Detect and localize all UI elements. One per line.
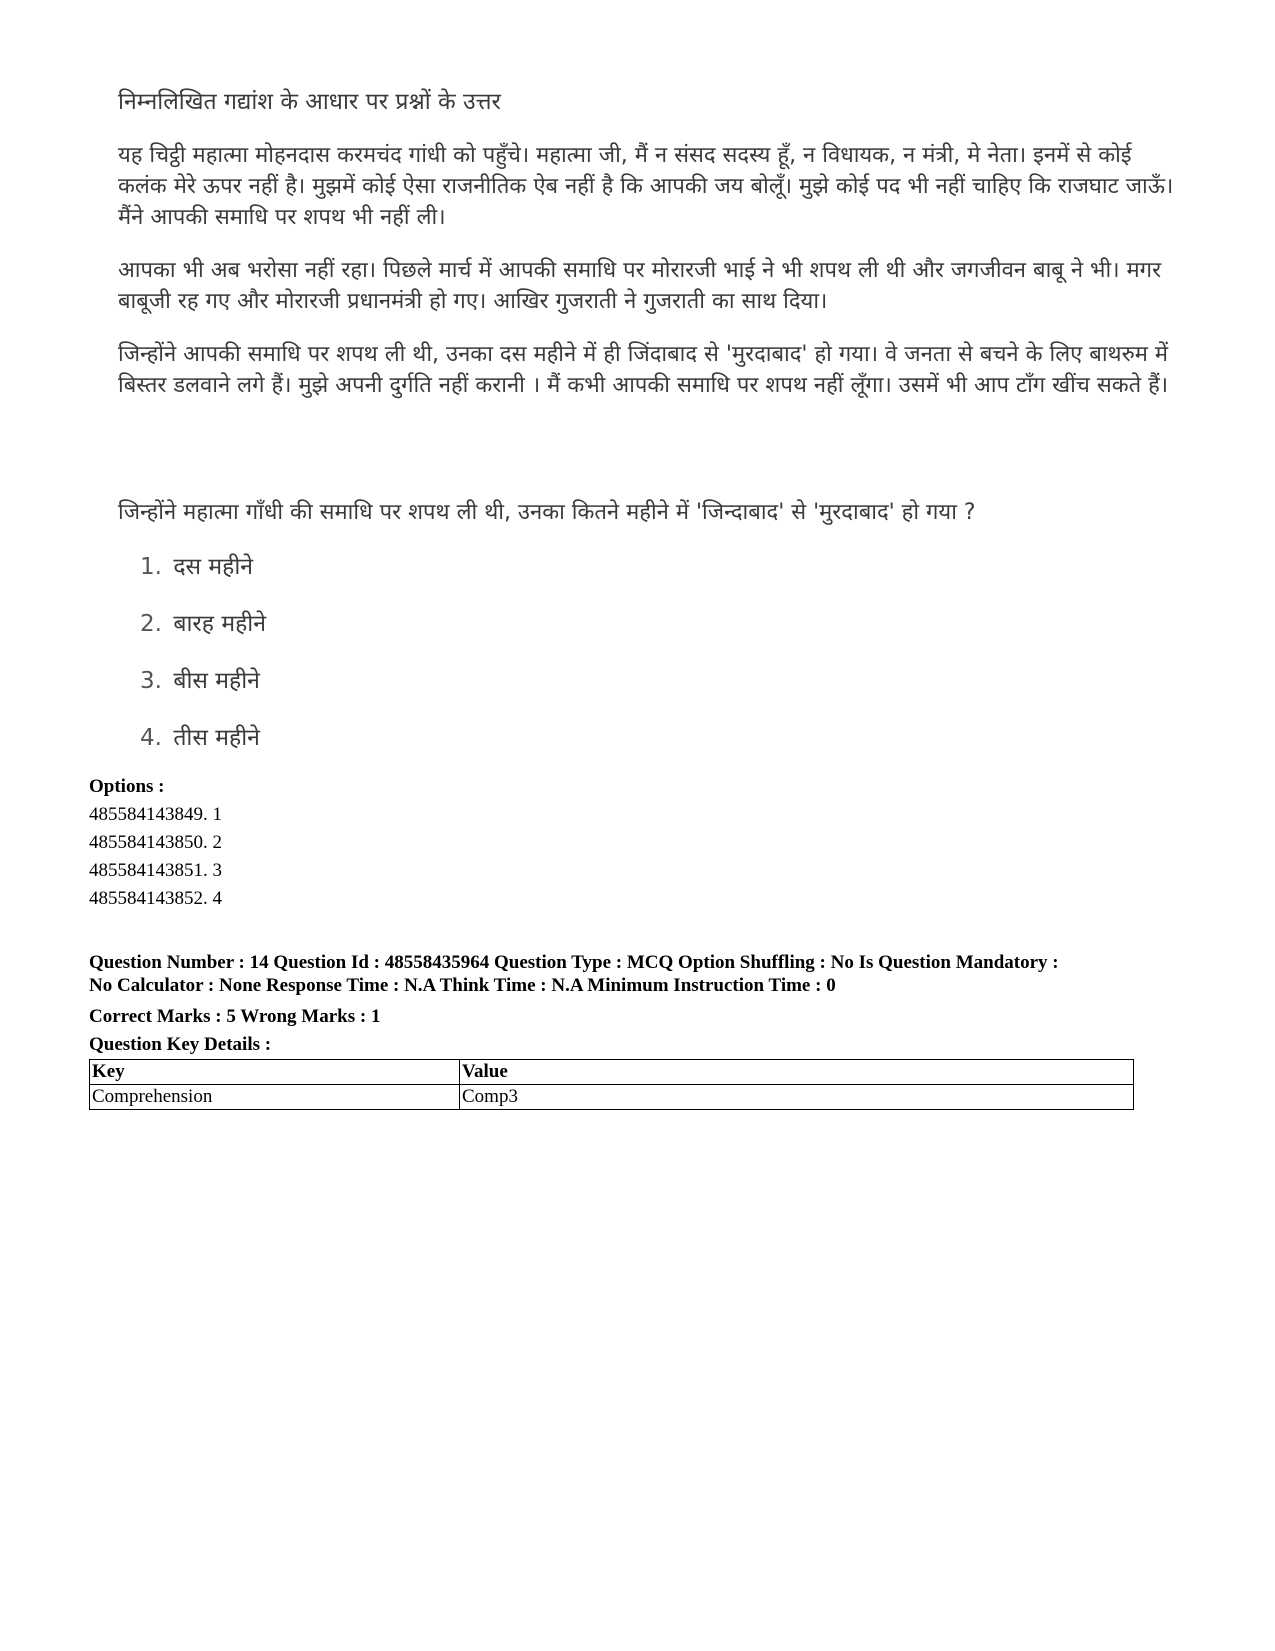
- question-info-line: No Calculator : None Response Time : N.A Think Time : N.A Minimum Instruction Time : 0: [89, 975, 836, 996]
- question-text: जिन्होंने महात्मा गाँधी की समाधि पर शपथ ली थी, उनका कितने महीने में 'जिन्दाबाद' से 'मुरदाबाद' हो गया ?: [118, 500, 976, 525]
- choice-item: [140, 720, 266, 777]
- passage-paragraph: यह चिट्ठी महात्मा मोहनदास करमचंद गांधी को पहुँचे। महात्मा जी, मैं न संसद सदस्य हूँ, न विधायक, न मंत्री, मे नेता। इनमें से कोई कलंक मेरे ऊपर नहीं है। मुझमें कोई ऐसा राजनीतिक ऐब नहीं है कि आपकी जय बोलूँ। मुझे कोई पद भी नहीं चाहिए कि राजघाट जाऊँ। मैंने आपकी समाधि पर शपथ भी नहीं ली।: [118, 143, 1174, 230]
- table-header-row: [90, 1060, 1134, 1085]
- table-header-cell: Value: [460, 1060, 1134, 1085]
- passage-paragraph: आपका भी अब भरोसा नहीं रहा। पिछले मार्च में आपकी समाधि पर मोरारजी भाई ने भी शपथ ली थी और जगजीवन बाबू ने भी। मगर बाबूजी रह गए और मोरारजी प्रधानमंत्री हो गए। आखिर गुजराती ने गुजराती का साथ दिया।: [118, 258, 1162, 314]
- choice-item: [140, 663, 266, 720]
- option-id-item: 485584143851. 3: [89, 860, 222, 881]
- options-label: Options :: [89, 776, 165, 797]
- table-row: [90, 1085, 1134, 1110]
- passage-paragraph: जिन्होंने आपकी समाधि पर शपथ ली थी, उनका दस महीने में ही जिंदाबाद से 'मुरदाबाद' हो गया। वे जनता से बचने के लिए बाथरुम में बिस्तर डलवाने लगे हैं। मुझे अपनी दुर्गति नहीं करानी । मैं कभी आपकी समाधि पर शपथ नहीं लूँगा। उसमें भी आप टाँग खींच सकते हैं।: [118, 342, 1169, 398]
- table-header-cell: Key: [90, 1060, 460, 1085]
- choice-text: तीस महीने: [173, 725, 260, 751]
- passage-scan: [118, 84, 1178, 751]
- choice-text: बीस महीने: [173, 668, 260, 694]
- choice-number: 2.: [140, 611, 162, 637]
- choice-number: 3.: [140, 668, 162, 694]
- choice-number: 1.: [140, 554, 162, 580]
- table-cell: Comprehension: [90, 1085, 460, 1110]
- key-details-label: Question Key Details :: [89, 1034, 272, 1055]
- question-info: [89, 951, 1139, 997]
- key-details-table: [89, 1059, 1134, 1110]
- choice-text: बारह महीने: [173, 611, 267, 637]
- question-choices: [140, 549, 266, 777]
- choice-item: [140, 606, 266, 663]
- choice-number: 4.: [140, 725, 162, 751]
- passage-heading: निम्नलिखित गद्यांश के आधार पर प्रश्नों के उत्तर: [118, 89, 501, 115]
- question-metadata: [89, 773, 1139, 1110]
- table-cell: Comp3: [460, 1085, 1134, 1110]
- option-id-item: 485584143852. 4: [89, 888, 222, 909]
- choice-item: [140, 549, 266, 606]
- marks-line: Correct Marks : 5 Wrong Marks : 1: [89, 1006, 381, 1027]
- options-list: [89, 801, 1139, 913]
- option-id-item: 485584143850. 2: [89, 832, 222, 853]
- option-id-item: 485584143849. 1: [89, 804, 222, 825]
- question-info-line: Question Number : 14 Question Id : 48558435964 Question Type : MCQ Option Shuffling : No Is Question Mandatory :: [89, 952, 1059, 973]
- choice-text: दस महीने: [173, 554, 254, 580]
